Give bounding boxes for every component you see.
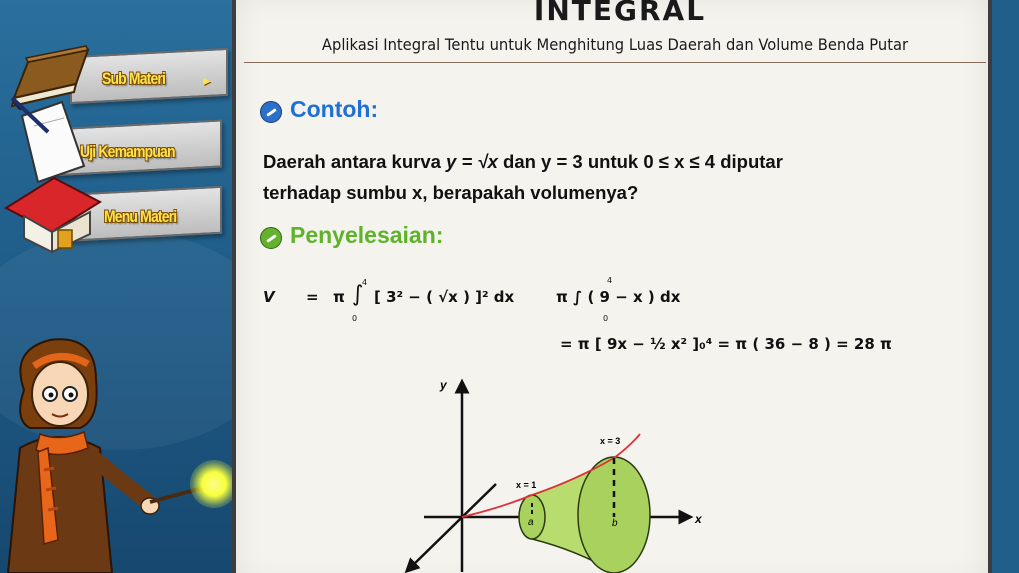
rhs-lower-limit: 0: [603, 314, 609, 323]
rhs-expression: π ∫ ( 9 − x ) dx: [556, 288, 681, 306]
uji-kemampuan-label: Uji Kemampuan: [80, 142, 175, 161]
volume-graph: [400, 372, 730, 573]
question-text-c: untuk: [587, 151, 639, 172]
interval-expression: 0 ≤ x ≤ 4: [643, 151, 716, 172]
example-question: [263, 146, 963, 208]
example-heading: Contoh:: [290, 96, 379, 122]
question-text-d: diputar: [720, 151, 783, 172]
z-axis: [410, 484, 496, 568]
wand-glow: [190, 460, 238, 508]
rhs-upper-limit: 4: [607, 276, 613, 285]
page-subtitle: Aplikasi Integral Tentu untuk Menghitung Luas Daerah dan Volume Benda Putar: [321, 35, 909, 54]
pi-symbol: π: [333, 288, 345, 306]
x3-label: x = 3: [600, 436, 621, 446]
pencil-icon: [260, 101, 282, 123]
sidebar: [0, 0, 240, 573]
integral-sign: ∫: [352, 282, 364, 307]
right-border: [992, 0, 1019, 573]
upper-limit: 4: [362, 278, 368, 287]
curve-expression: y = √x: [446, 151, 498, 172]
integrand: [ 3² − ( √x ) ]² dx: [374, 288, 515, 306]
chevron-right-icon: ►: [201, 74, 213, 88]
question-text-b: dan: [503, 151, 536, 172]
solution-result: = π [ 9x − ½ x² ]₀⁴ = π ( 36 − 8 ) = 28 π: [560, 335, 892, 353]
question-text-a: Daerah antara kurva: [263, 151, 441, 172]
question-line-2: terhadap sumbu x, berapakah volumenya?: [263, 182, 639, 203]
page-title: INTEGRAL: [533, 0, 707, 27]
volume-symbol: V: [263, 288, 275, 306]
sub-materi-label: Sub Materi: [102, 69, 166, 88]
x1-label: x = 1: [516, 480, 537, 490]
teacher-character: [0, 330, 240, 573]
y-axis-label: y: [440, 378, 447, 392]
solution-heading: Penyelesaian:: [290, 222, 444, 248]
a-label: a: [528, 517, 534, 528]
house-icon[interactable]: [2, 172, 102, 254]
x-axis-label: x: [695, 512, 702, 526]
header-divider: [244, 62, 986, 63]
pencil-icon: [260, 227, 282, 249]
line-expression: y = 3: [541, 151, 583, 172]
lower-limit: 0: [352, 314, 358, 323]
equals-sign: =: [306, 288, 319, 306]
b-label: b: [612, 518, 618, 529]
menu-materi-label: Menu Materi: [104, 207, 177, 226]
